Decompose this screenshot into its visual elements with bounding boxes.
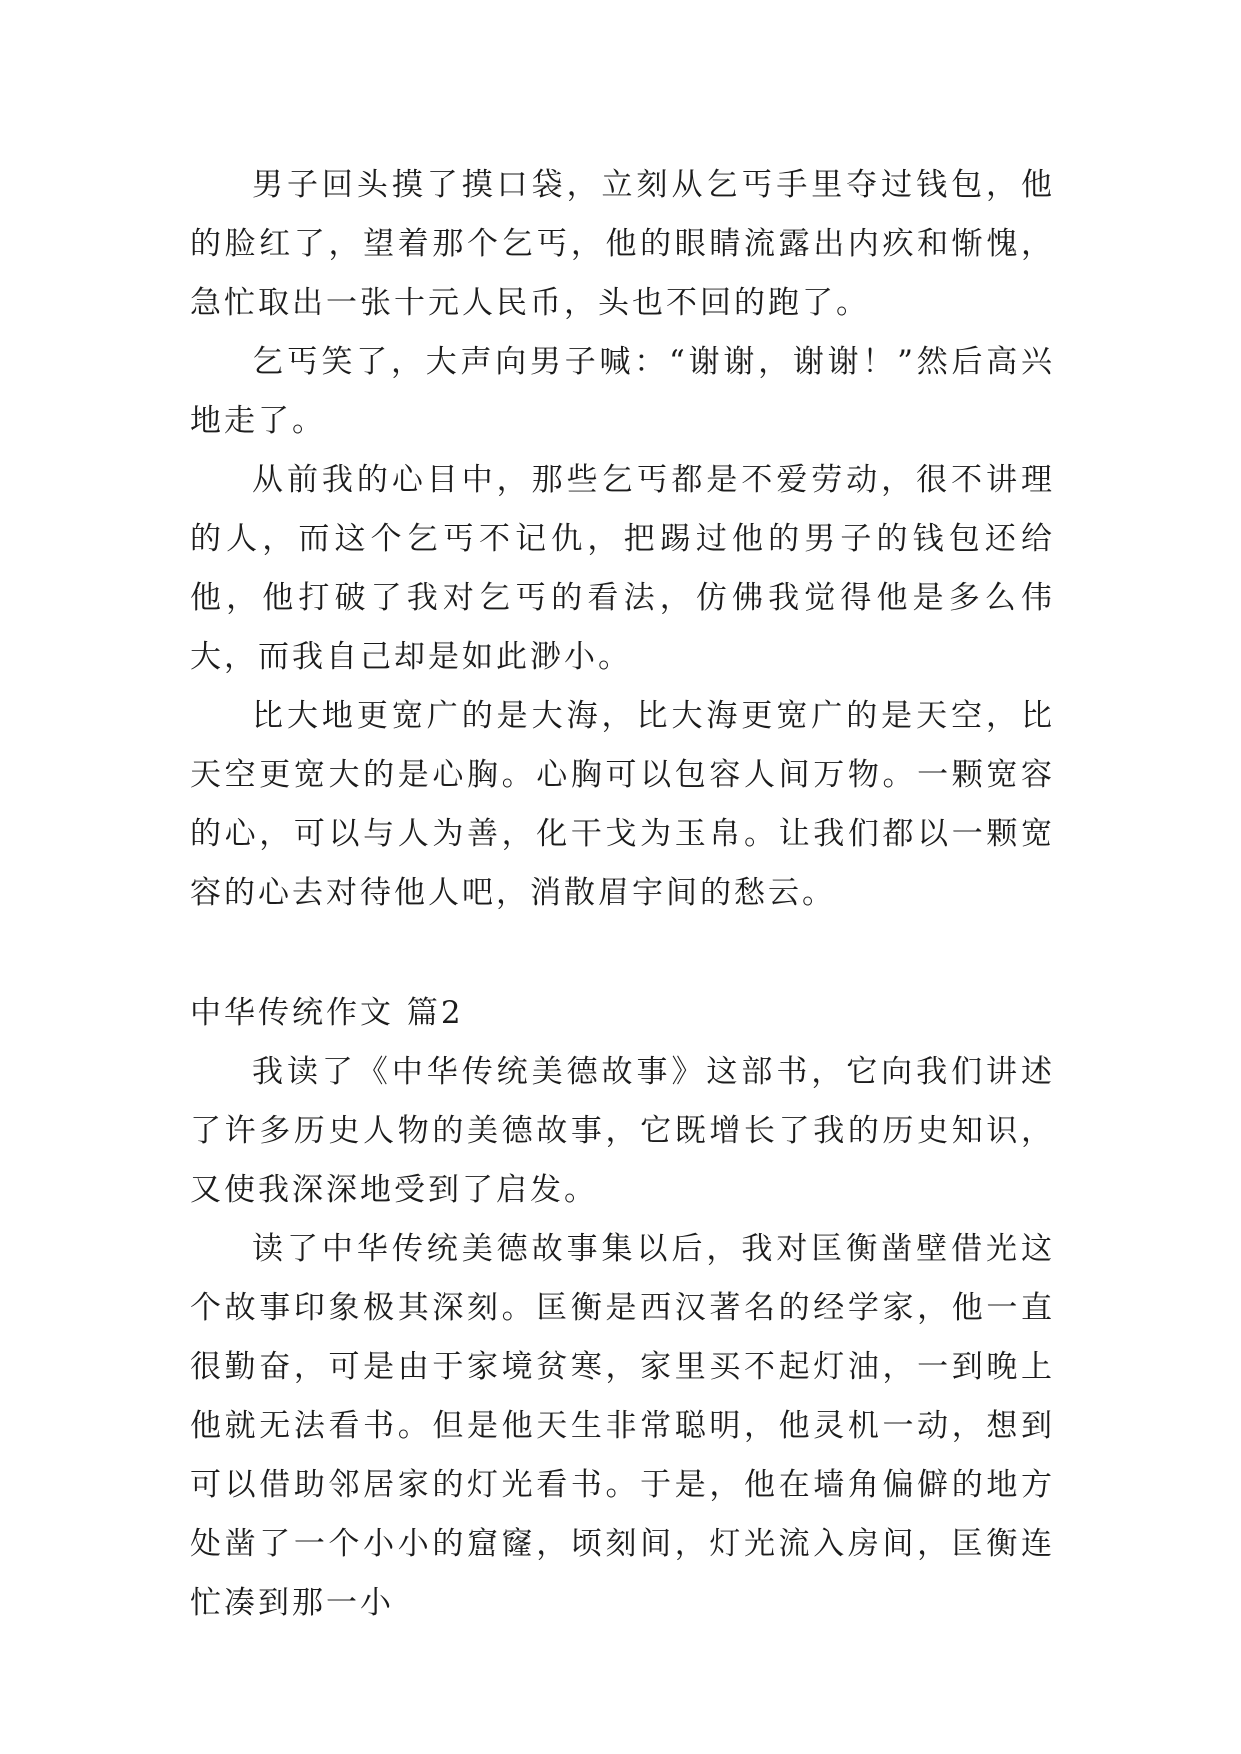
- paragraph: 我读了《中华传统美德故事》这部书，它向我们讲述了许多历史人物的美德故事，它既增长了我的历史知识，又使我深深地受到了启发。: [190, 1054, 1055, 1208]
- paragraph: 男子回头摸了摸口袋，立刻从乞丐手里夺过钱包，他的脸红了，望着那个乞丐，他的眼睛流露出内疚和惭愧，急忙取出一张十元人民币，头也不回的跑了。: [190, 167, 1055, 321]
- document-body: [190, 156, 1055, 1633]
- paragraph: 从前我的心目中，那些乞丐都是不爱劳动，很不讲理的人，而这个乞丐不记仇，把踢过他的男子的钱包还给他，他打破了我对乞丐的看法，仿佛我觉得他是多么伟大，而我自己却是如此渺小。: [190, 462, 1055, 675]
- paragraph: 比大地更宽广的是大海，比大海更宽广的是天空，比天空更宽大的是心胸。心胸可以包容人间万物。一颗宽容的心，可以与人为善，化干戈为玉帛。让我们都以一颗宽容的心去对待他人吧，消散眉宇间的愁云。: [190, 698, 1055, 911]
- paragraph: 乞丐笑了，大声向男子喊：“谢谢，谢谢！”然后高兴地走了。: [190, 344, 1055, 439]
- paragraph: 读了中华传统美德故事集以后，我对匡衡凿壁借光这个故事印象极其深刻。匡衡是西汉著名的经学家，他一直很勤奋，可是由于家境贫寒，家里买不起灯油，一到晚上他就无法看书。但是他天生非常聪明，他灵机一动，想到可以借助邻居家的灯光看书。于是，他在墙角偏僻的地方处凿了一个小小的窟窿，顷刻间，灯光流入房间，匡衡连忙凑到那一小: [190, 1231, 1055, 1621]
- section-heading: 中华传统作文 篇2: [190, 995, 464, 1031]
